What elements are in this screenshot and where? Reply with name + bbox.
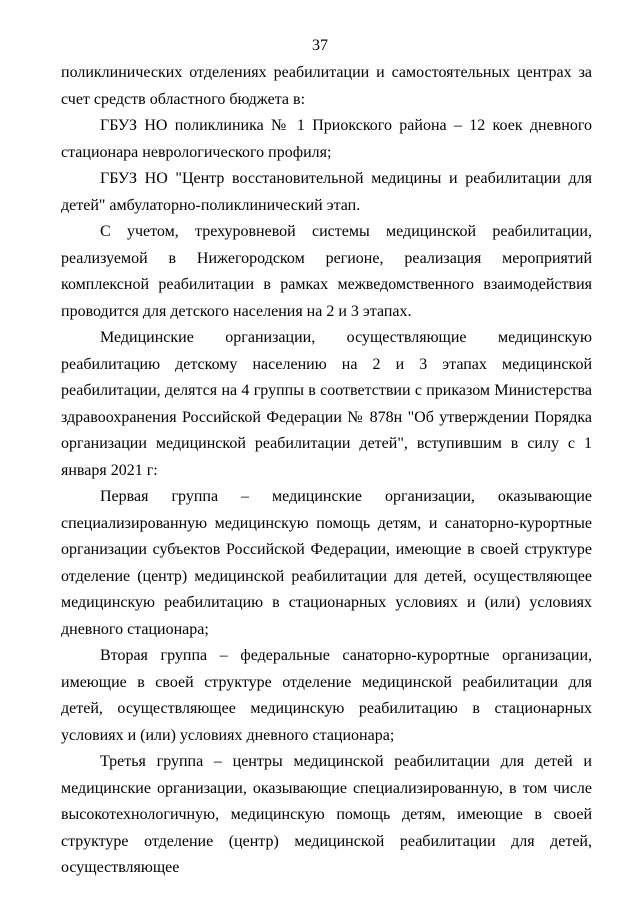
- paragraph-gbuz-polyclinic: ГБУЗ НО поликлиника № 1 Приокского района – 12 коек дневного стационара неврологического профиля;: [61, 117, 592, 161]
- paragraph-medical-organizations: Медицинские организации, осуществляющие медицинскую реабилитацию детскому населению на 2 и 3 этапах медицинской реабилитации, делятся на 4 группы в соответствии с приказом Министерства здравоохранения Российской Федерации № 878н "Об утверждении Порядка организации медицинской реабилитации детей", вступившим в силу с 1 января 2021 г:: [61, 329, 592, 479]
- paragraph-three-level-system: С учетом, трехуровневой системы медицинской реабилитации, реализуемой в Нижегородском регионе, реализация мероприятий комплексной реабилитации в рамках межведомственного взаимодействия проводится для детского населения на 2 и 3 этапах.: [61, 223, 592, 320]
- paragraph-continuation: поликлинических отделениях реабилитации и самостоятельных центрах за счет средств областного бюджета в:: [61, 64, 592, 108]
- paragraph-first-group: Первая группа – медицинские организации, оказывающие специализированную медицинскую помощь детям, и санаторно-курортные организации субъектов Российской Федерации, имеющие в своей структуре отделение (центр) медицинской реабилитации для детей, осуществляющее медицинскую реабилитацию в стационарных условиях и (или) условиях дневного стационара;: [61, 488, 592, 638]
- page-number: 37: [312, 37, 328, 54]
- paragraph-third-group: Третья группа – центры медицинской реабилитации для детей и медицинские организации, оказывающие специализированную, в том числе высокотехнологичную, медицинскую помощь детям, имеющие в своей структуре отделение (центр) медицинской реабилитации для детей, осуществляющее: [61, 753, 592, 876]
- paragraph-second-group: Вторая группа – федеральные санаторно-курортные организации, имеющие в своей структуре отделение медицинской реабилитации для детей, осуществляющее медицинскую реабилитацию в стационарных условиях и (или) условиях дневного стационара;: [61, 647, 592, 744]
- paragraph-gbuz-rehab-center: ГБУЗ НО "Центр восстановительной медицины и реабилитации для детей" амбулаторно-поликлинический этап.: [61, 170, 592, 214]
- document-body: [61, 60, 592, 882]
